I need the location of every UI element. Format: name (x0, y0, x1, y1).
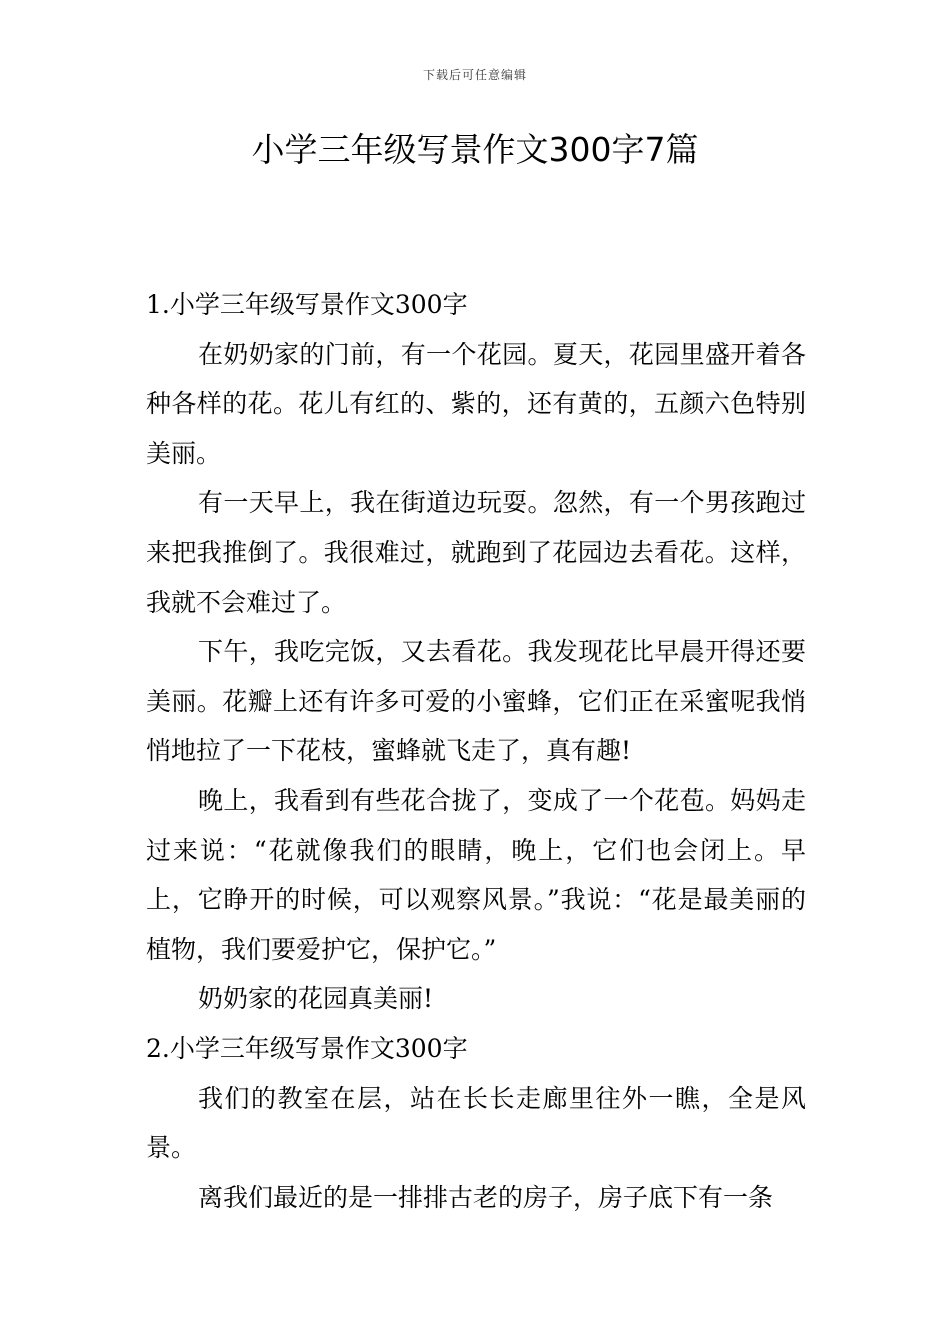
section-heading: 2.小学三年级写景作文300字 (146, 1033, 468, 1063)
page-header-note: 下载后可任意编辑 (422, 68, 527, 82)
document-body (146, 280, 806, 1222)
section-heading: 1.小学三年级写景作文300字 (146, 290, 468, 319)
paragraph: 下午，我吃完饭，又去看花。我发现花比早晨开得还要美丽。花瓣上还有许多可爱的小蜜蜂，它们正在采蜜呢我悄悄地拉了一下花枝，蜜蜂就飞走了，真有趣! (146, 637, 806, 766)
paragraph: 在奶奶家的门前，有一个花园。夏天，花园里盛开着各种各样的花。花儿有红的、紫的，还有黄的，五颜六色特别美丽。 (146, 339, 806, 468)
paragraph: 离我们最近的是一排排古老的房子，房子底下有一条 (198, 1182, 774, 1212)
paragraph: 有一天早上，我在街道边玩耍。忽然，有一个男孩跑过来把我推倒了。我很难过，就跑到了花园边去看花。这样，我就不会难过了。 (146, 488, 806, 617)
paragraph: 晚上，我看到有些花合拢了，变成了一个花苞。妈妈走过来说：“花就像我们的眼睛，晚上，它们也会闭上。早上，它睁开的时候，可以观察风景。”我说：“花是最美丽的植物，我们要爱护它，保护它。” (146, 785, 806, 964)
paragraph: 奶奶家的花园真美丽! (198, 984, 434, 1014)
paragraph: 我们的教室在层，站在长长走廊里往外一瞧，全是风景。 (146, 1083, 806, 1163)
document-title: 小学三年级写景作文300字7篇 (251, 130, 699, 169)
